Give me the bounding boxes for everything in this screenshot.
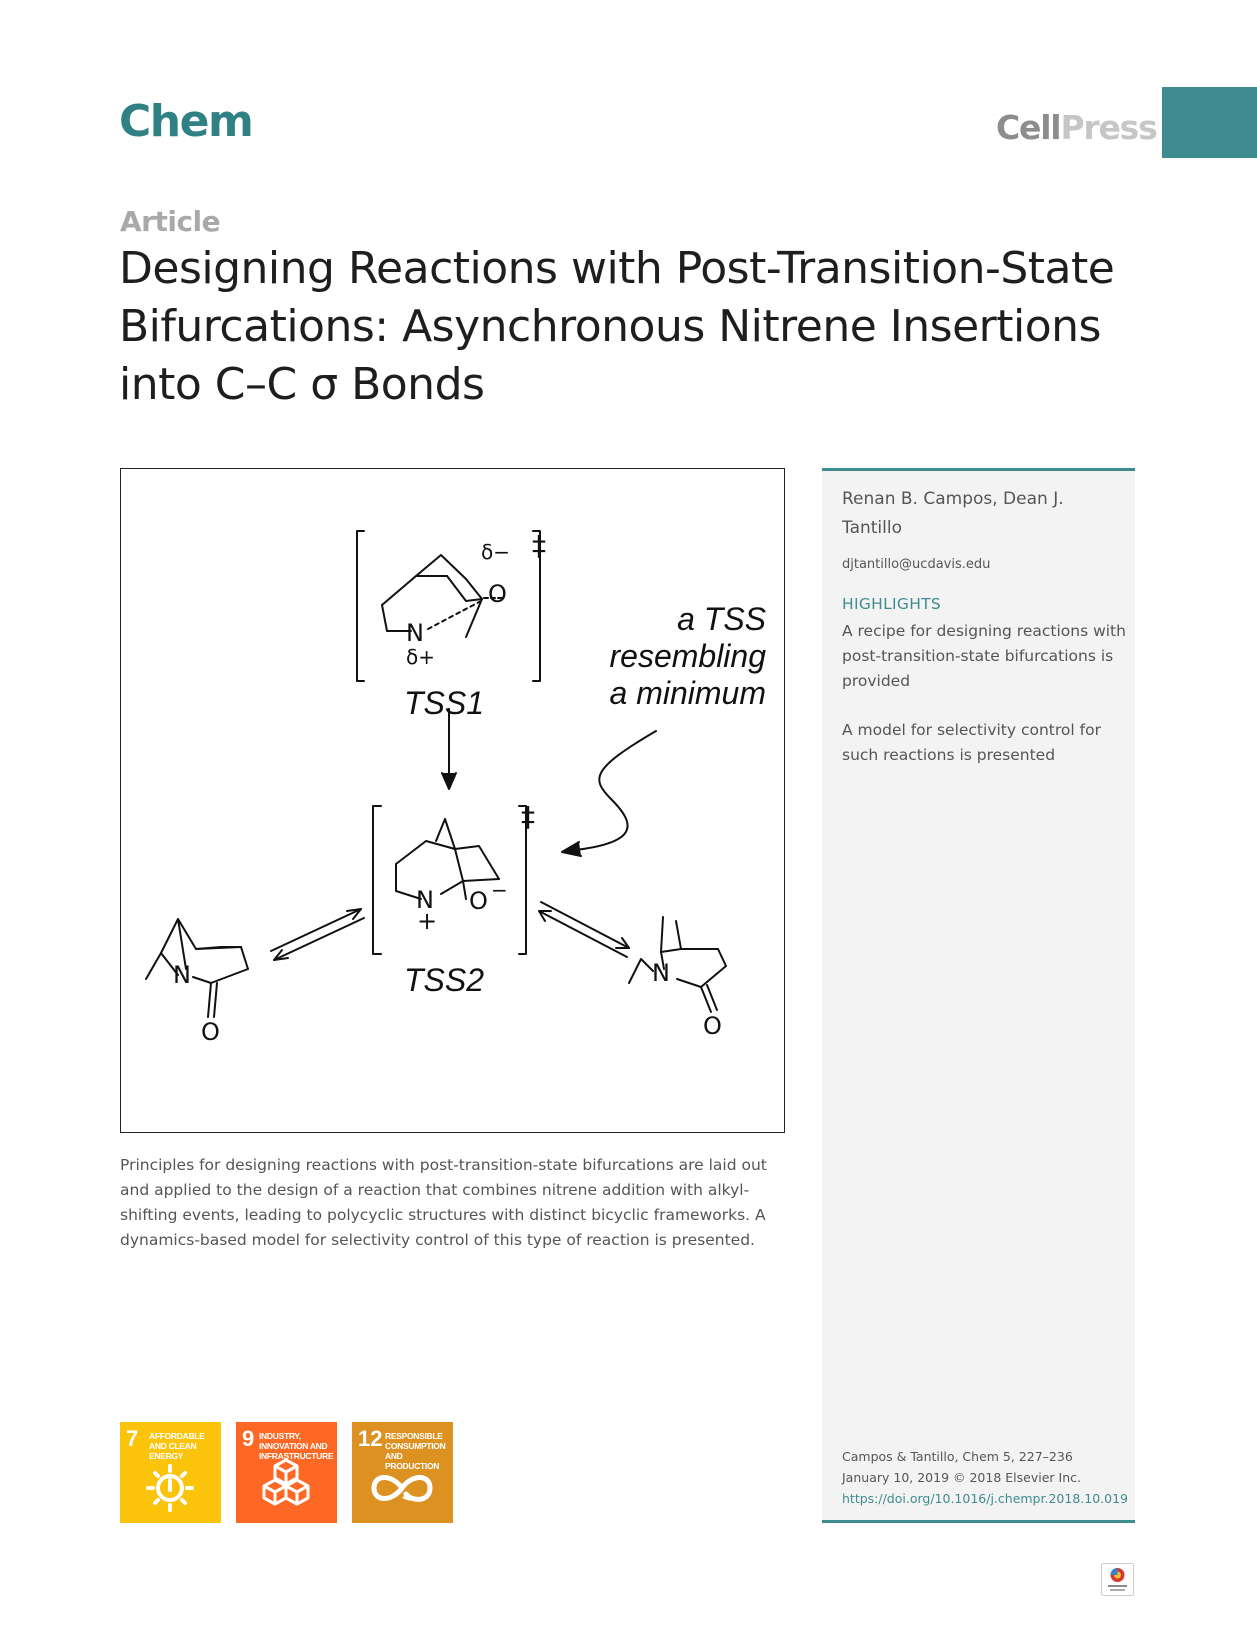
- article-type: Article: [120, 205, 221, 238]
- tss2-nitrogen: N: [416, 886, 434, 914]
- publisher-logo-prefix: Cell: [996, 108, 1061, 147]
- annotation-arrow-head: [562, 842, 581, 856]
- arrow-down-head: [442, 773, 456, 789]
- left-product-nitrogen: N: [173, 961, 191, 989]
- article-title-line-3: into C–C σ Bonds: [119, 359, 485, 410]
- article-title-line-1: Designing Reactions with Post-Transition-State: [119, 243, 1115, 294]
- summary-text: Principles for designing reactions with post-transition-state bifurcations are laid out and applied to the design of a reaction that combines nitrene addition with alkyl-shifting events, leading to polycyclic structures with distinct bicyclic frameworks. A dynamics-based model for selectivity control of this type of reaction is presented.: [120, 1156, 767, 1249]
- tss2-left-bracket: [373, 806, 381, 954]
- tss2-o-bond: [463, 881, 466, 899]
- sdg-badge-7[interactable]: [120, 1422, 221, 1523]
- tss2-dagger: ‡: [521, 800, 535, 833]
- tss1-partial-bond-n: [428, 601, 481, 629]
- graphical-abstract: [120, 468, 785, 1133]
- article-title-line-2: Bifurcations: Asynchronous Nitrene Insertions: [119, 301, 1101, 352]
- article-title: [119, 240, 1139, 414]
- right-eq-arrow-lower: [539, 911, 627, 957]
- left-eq-arrow-lower: [274, 918, 364, 960]
- tss1-label: TSS1: [404, 685, 485, 721]
- tss1-nitrogen: N: [406, 619, 424, 647]
- sidebar: [822, 468, 1135, 1523]
- tss2-ring-top: [396, 841, 463, 881]
- journal-logo[interactable]: Chem: [119, 96, 253, 147]
- right-eq-arrow-upper: [541, 902, 629, 948]
- infinity-icon: [352, 1422, 453, 1523]
- citation-line-1: Campos & Tantillo, Chem 5, 227–236: [842, 1449, 1073, 1464]
- sun-power-icon: [120, 1422, 221, 1523]
- right-product-carbonyl: [701, 985, 717, 1012]
- highlight-item: A model for selectivity control for such reactions is presented: [842, 721, 1101, 764]
- annotation-line-1: a TSS: [677, 601, 766, 637]
- tss2-minus: −: [491, 878, 508, 902]
- cubes-icon: [236, 1422, 337, 1523]
- tss2-oxide: O: [469, 887, 488, 915]
- right-product-ring-b: [676, 921, 681, 949]
- annotation-line-3: a minimum: [609, 675, 766, 711]
- sdg-badge-12[interactable]: [352, 1422, 453, 1523]
- highlights-heading: HIGHLIGHTS: [842, 595, 942, 613]
- annotation-squiggle-arrow: [566, 731, 656, 851]
- sdg-text: RESPONSIBLE CONSUMPTION AND PRODUCTION: [385, 1431, 446, 1471]
- sdg-text: AFFORDABLE AND CLEAN ENERGY: [149, 1431, 205, 1461]
- tss1-inner: [447, 576, 482, 601]
- sdg-number: 7: [126, 1426, 139, 1451]
- left-product-ring-c: [196, 947, 241, 949]
- author-email[interactable]: djtantillo@ucdavis.edu: [842, 557, 991, 572]
- accent-tab: [1162, 87, 1257, 158]
- sdg-number: 9: [242, 1426, 255, 1451]
- tss2-label: TSS2: [404, 962, 485, 998]
- annotation-line-2: resembling: [609, 638, 766, 674]
- tss2-plus: +: [417, 907, 438, 935]
- tss1-delta-minus: δ−: [481, 540, 510, 564]
- doi-link[interactable]: https://doi.org/10.1016/j.chempr.2018.10.019: [842, 1491, 1128, 1506]
- sdg-badge-9[interactable]: [236, 1422, 337, 1523]
- right-product-nitrogen: N: [652, 959, 670, 987]
- tss1-oxygen: O: [488, 580, 507, 608]
- authors[interactable]: Renan B. Campos, Dean J. Tantillo: [842, 489, 1064, 538]
- highlight-item: A recipe for designing reactions with post-transition-state bifurcations is provided: [842, 622, 1126, 690]
- tss1-delta-plus: δ+: [406, 645, 435, 669]
- citation-line-2: January 10, 2019 © 2018 Elsevier Inc.: [842, 1470, 1081, 1485]
- highlights-list: [842, 619, 1127, 792]
- right-product-oxygen: O: [703, 1012, 722, 1040]
- tss2-n-bond: [441, 881, 463, 894]
- right-product-bridge: [661, 917, 726, 966]
- tss1-dagger: ‡: [532, 529, 546, 562]
- reaction-scheme-diagram: [121, 469, 784, 1132]
- publisher-logo-suffix: Press: [1060, 108, 1157, 147]
- publisher-logo[interactable]: [996, 108, 1157, 147]
- sdg-text: INDUSTRY, INNOVATION AND INFRASTRUCTURE: [259, 1431, 334, 1461]
- tss1-ring-top: [382, 576, 447, 605]
- left-product-carbonyl: [208, 983, 217, 1017]
- left-eq-arrow-upper: [271, 909, 361, 951]
- tss1-left-bracket: [357, 531, 364, 681]
- left-product-oxygen: O: [201, 1018, 220, 1046]
- right-product-amide: [677, 966, 726, 987]
- sdg-number: 12: [358, 1426, 383, 1451]
- citation: [842, 1446, 1128, 1509]
- check-for-updates-icon[interactable]: [1101, 1563, 1134, 1596]
- right-product-ring-a: [629, 959, 653, 983]
- left-product-amide: [193, 969, 248, 983]
